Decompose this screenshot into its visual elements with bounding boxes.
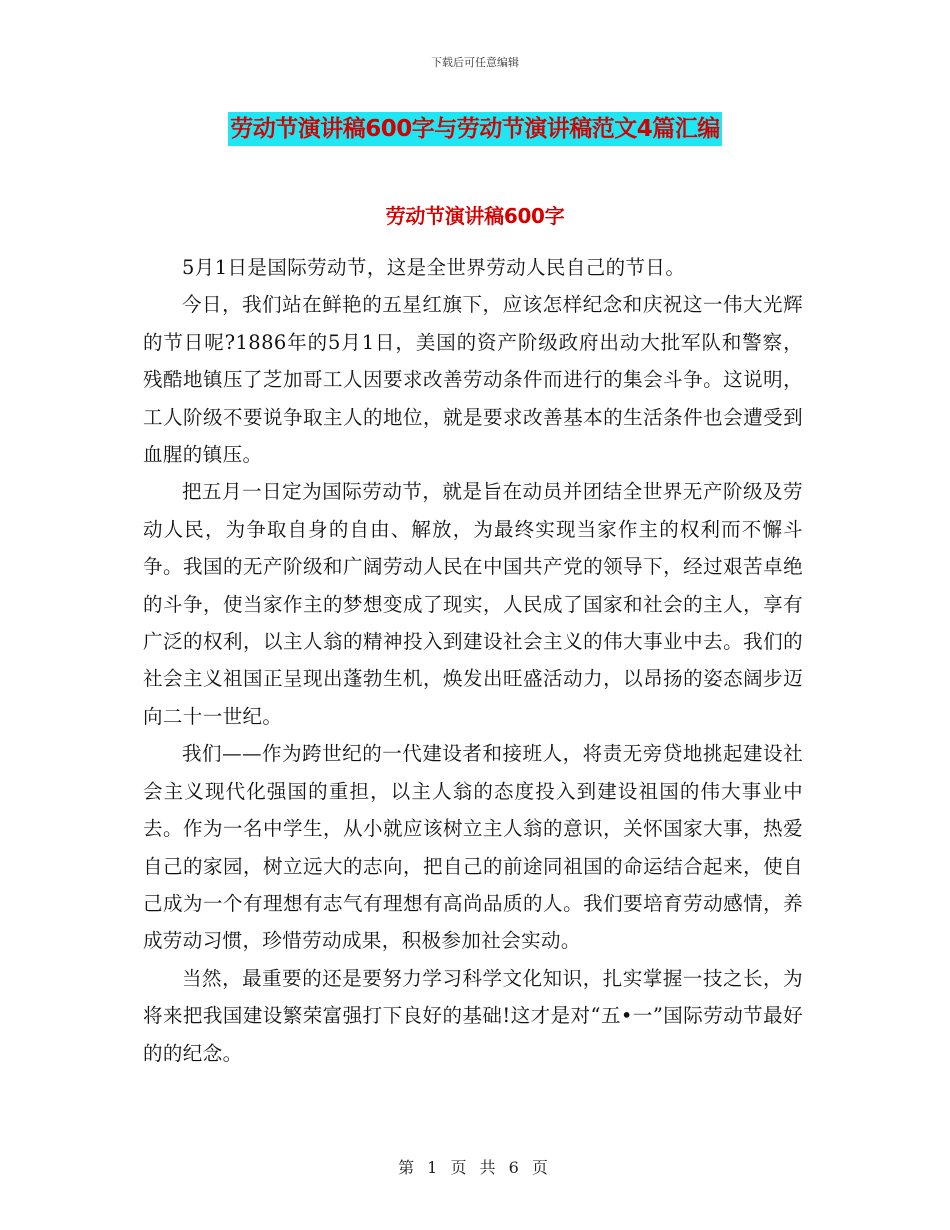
document-title: 劳动节演讲稿600字与劳动节演讲稿范文4篇汇编 [228, 112, 722, 146]
section-title: 劳动节演讲稿600字 [385, 204, 565, 228]
main-title-container [0, 112, 950, 146]
paragraph: 当然，最重要的还是要努力学习科学文化知识，扎实掌握一技之长，为将来把我国建设繁荣富强打下良好的基础!这才是对“五•一”国际劳动节最好的的纪念。 [143, 966, 803, 1065]
paragraph: 把五月一日定为国际劳动节，就是旨在动员并团结全世界无产阶级及劳动人民，为争取自身的自由、解放，为最终实现当家作主的权利而不懈斗争。我国的无产阶级和广阔劳动人民在中国共产党的领导下，经过艰苦卓绝的斗争，使当家作主的梦想变成了现实，人民成了国家和社会的主人，享有广泛的权利，以主人翁的精神投入到建设社会主义的伟大事业中去。我们的社会主义祖国正呈现出蓬勃生机，焕发出旺盛活动力，以昂扬的姿态阔步迈向二十一世纪。 [143, 480, 803, 728]
paragraph: 5月1日是国际劳动节，这是全世界劳动人民自己的节日。 [182, 256, 686, 279]
page-footer: 第 1 页 共 6 页 [398, 1158, 552, 1177]
paragraph: 我们——作为跨世纪的一代建设者和接班人，将责无旁贷地挑起建设社会主义现代化强国的重担，以主人翁的态度投入到建设祖国的伟大事业中去。作为一名中学生，从小就应该树立主人翁的意识，关怀国家大事，热爱自己的家园，树立远大的志向，把自己的前途同祖国的命运结合起来，使自己成为一个有理想有志气有理想有高尚品质的人。我们要培育劳动感情，养成劳动习惯，珍惜劳动成果，积极参加社会实动。 [143, 742, 803, 953]
article-body [143, 249, 803, 1072]
paragraph: 今日，我们站在鲜艳的五星红旗下，应该怎样纪念和庆祝这一伟大光辉的节日呢?1886年的5月1日，美国的资产阶级政府出动大批军队和警察，残酷地镇压了芝加哥工人因要求改善劳动条件而进行的集会斗争。这说明，工人阶级不要说争取主人的地位，就是要求改善基本的生活条件也会遭受到血腥的镇压。 [143, 293, 803, 467]
header-note: 下载后可任意编辑 [431, 56, 519, 69]
